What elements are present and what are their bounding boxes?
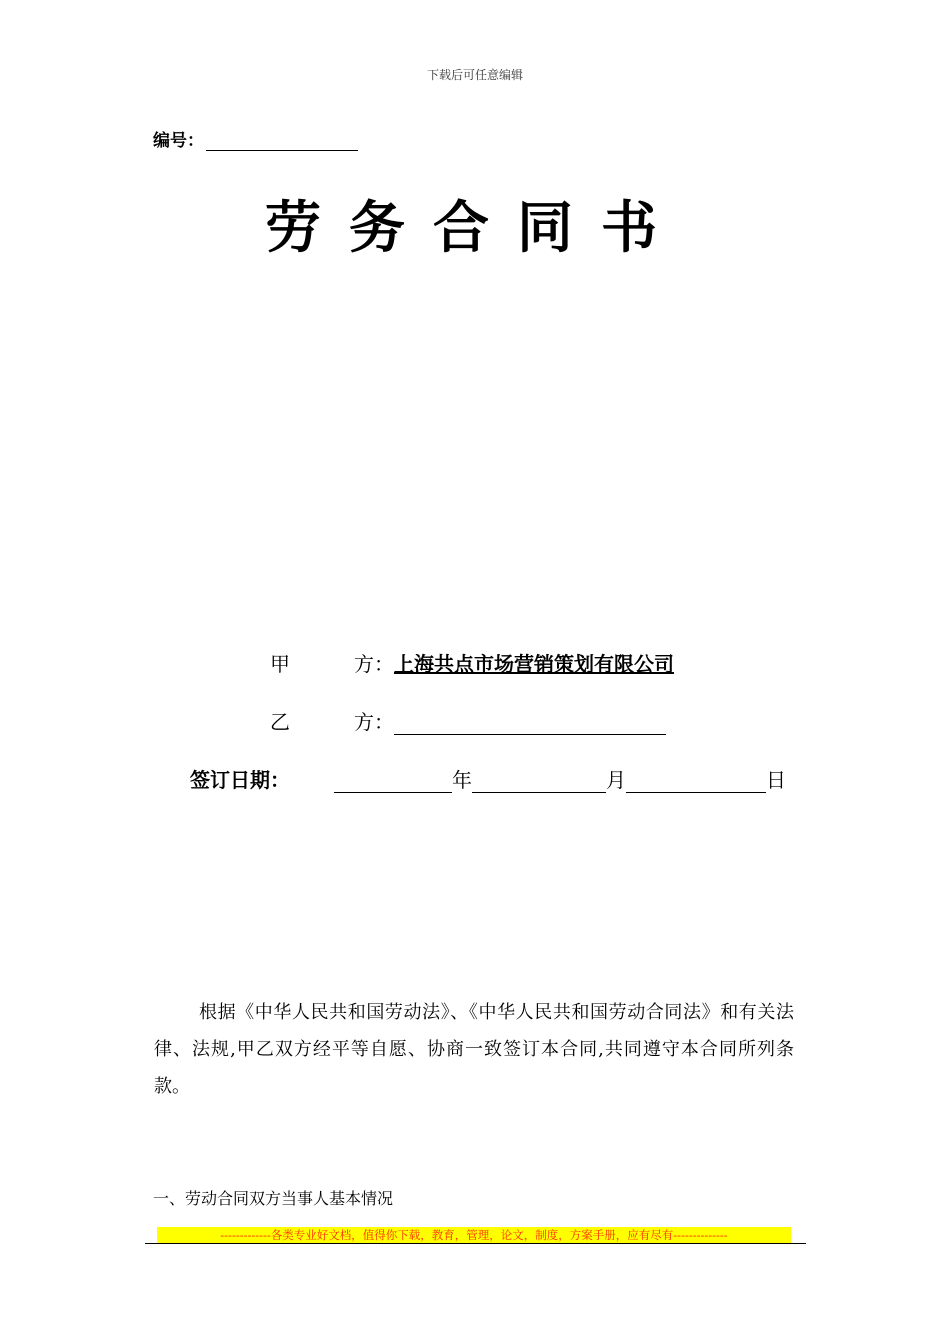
party-a-colon: 方： xyxy=(354,652,394,676)
serial-number-field xyxy=(153,126,358,151)
party-a-row xyxy=(270,648,674,677)
party-b-label: 乙 xyxy=(270,710,290,734)
party-b-blank-line xyxy=(394,712,666,735)
sign-date-row xyxy=(190,764,786,793)
header-note: 下载后可任意编辑 xyxy=(426,68,523,82)
footer-divider xyxy=(145,1243,806,1244)
day-blank-line xyxy=(626,770,766,793)
year-blank-line xyxy=(334,770,452,793)
serial-label: 编号： xyxy=(153,131,204,151)
year-label: 年 xyxy=(452,768,472,792)
serial-blank-line xyxy=(206,132,358,151)
party-b-colon: 方： xyxy=(354,710,394,734)
party-b-row xyxy=(270,706,666,735)
party-a-name: 上海共点市场营销策划有限公司 xyxy=(394,652,674,676)
footer-banner: -------------各类专业好文档，值得你下载，教育，管理，论文，制度，方案手册，应有尽有-------------- xyxy=(157,1227,791,1243)
sign-date-label: 签订日期： xyxy=(190,768,290,792)
document-title: 劳务合同书 xyxy=(265,196,685,261)
section-heading: 一、劳动合同双方当事人基本情况 xyxy=(153,1189,394,1208)
day-label: 日 xyxy=(766,768,786,792)
month-blank-line xyxy=(472,770,606,793)
month-label: 月 xyxy=(606,768,626,792)
preamble-paragraph: 根据《中华人民共和国劳动法》、《中华人民共和国劳动合同法》和有关法律、法规,甲乙双方经平等自愿、协商一致签订本合同,共同遵守本合同所列条款。 xyxy=(154,1002,794,1097)
party-a-label: 甲 xyxy=(270,652,290,676)
